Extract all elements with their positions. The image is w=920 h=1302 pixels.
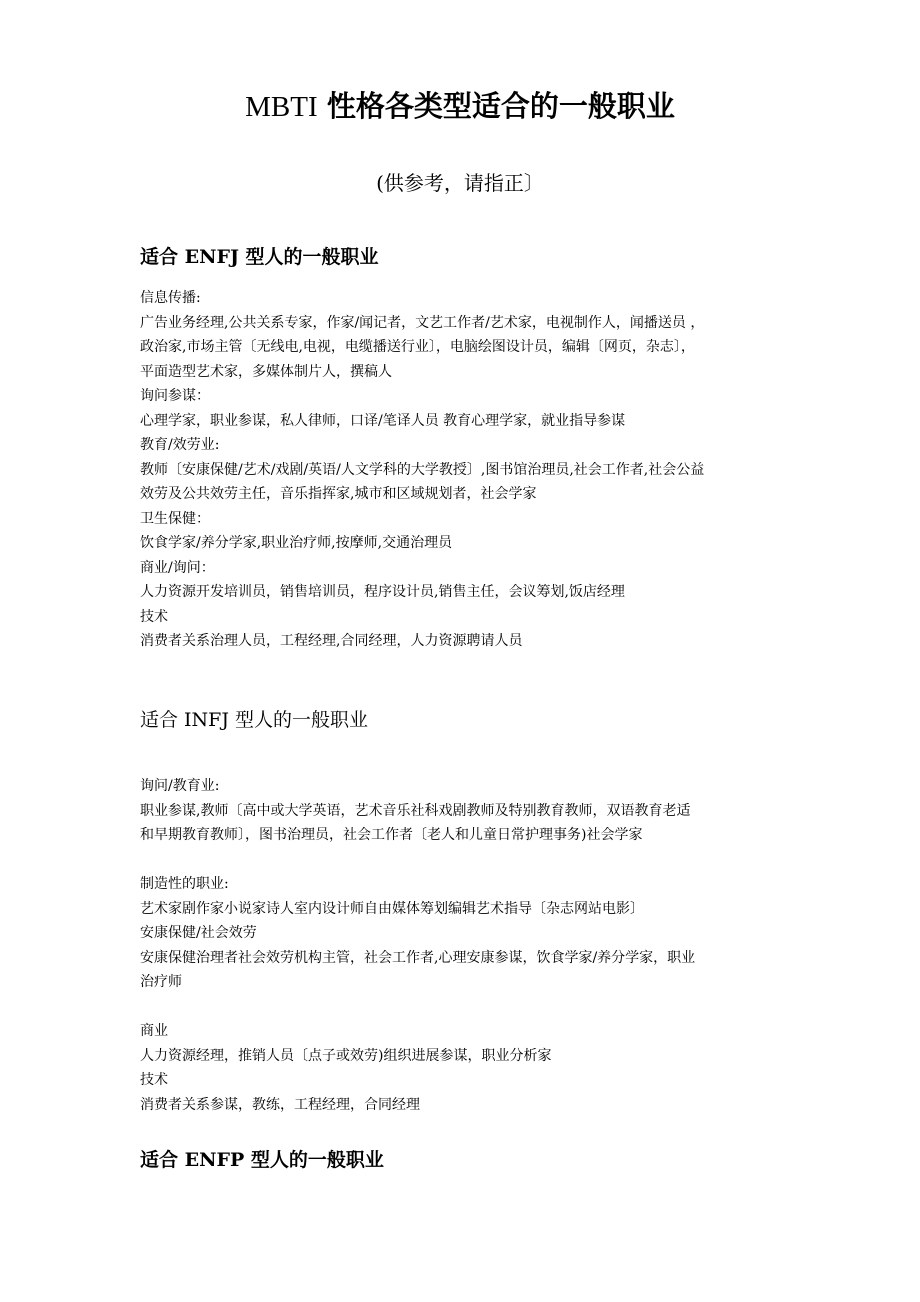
title-cjk: 性格各类型适合的一般职业 bbox=[326, 89, 675, 123]
text-line: 技术 bbox=[140, 608, 168, 625]
section-body-infj bbox=[140, 774, 780, 1117]
section-heading-enfj: 适合 ENFJ 型人的一般职业 bbox=[140, 246, 379, 268]
text-line: 教师〔安康保健/艺术/戏剧/英语/人文学科的大学教授〕,图书馆治理员,社会工作者,社会公益 bbox=[140, 461, 705, 478]
text-line: 人力资源经理，推销人员〔点子或效劳)组织进展参谋，职业分析家 bbox=[140, 1047, 552, 1064]
text-line: 广告业务经理,公共关系专家，作家/闻记者，文艺工作者/艺术家，电视制作人，闻播送员 ， bbox=[140, 314, 705, 331]
text-line: 安康保健/社会效劳 bbox=[140, 925, 257, 941]
title-latin: MBTI bbox=[245, 91, 318, 123]
text-line: 职业参谋,教师〔高中或大学英语，艺术音乐社科戏剧教师及特别教育教师，双语教育老适 bbox=[140, 802, 691, 819]
text-line: 效劳及公共效劳主任，音乐指挥家,城市和区域规划者，社会学家 bbox=[140, 486, 537, 502]
text-line: 信息传播: bbox=[140, 290, 201, 306]
paragraph-gap bbox=[140, 995, 780, 1020]
text-line: 商业/询问： bbox=[140, 559, 215, 576]
text-line: 询问/教育业: bbox=[140, 778, 220, 794]
text-line: 商业 bbox=[140, 1023, 168, 1039]
text-line: 询问参谋： bbox=[140, 388, 210, 404]
text-line: 和早期教育教师〕，图书治理员，社会工作者〔老人和儿童日常护理事务)社会学家 bbox=[140, 827, 643, 843]
text-line: 消费者关系治理人员，工程经理,合同经理，人力资源聘请人员 bbox=[140, 633, 523, 649]
section-body-enfj bbox=[140, 286, 780, 654]
page-title bbox=[0, 86, 920, 127]
text-line: 安康保健治理者社会效劳机构主管，社会工作者,心理安康参谋，饮食学家/养分学家，职业 bbox=[140, 949, 696, 966]
section-heading-enfp: 适合 ENFP 型人的一般职业 bbox=[140, 1149, 384, 1171]
text-line: 卫生保健： bbox=[140, 510, 210, 527]
text-line: 制造性的职业: bbox=[140, 876, 229, 892]
section-heading-infj: 适合 INFJ 型人的一般职业 bbox=[140, 709, 369, 731]
text-line: 政治家,市场主管〔无线电,电视，电缆播送行业〕，电脑绘图设计员，编辑〔网页，杂志〕， bbox=[140, 339, 695, 355]
text-line: 人力资源开发培训员，销售培训员，程序设计员,销售主任，会议筹划,饭店经理 bbox=[140, 584, 625, 600]
text-line: 教育/效劳业: bbox=[140, 437, 220, 453]
text-line: 心理学家，职业参谋，私人律师，口译/笔译人员 教育心理学家，就业指导参谋 bbox=[140, 412, 626, 429]
text-line: 艺术家剧作家小说家诗人室内设计师自由媒体筹划编辑艺术指导〔杂志网站电影〕 bbox=[140, 900, 644, 917]
text-line: 平面造型艺术家，多媒体制片人，撰稿人 bbox=[140, 363, 392, 380]
text-line: 饮食学家/养分学家,职业治疗师,按摩师,交通治理员 bbox=[140, 535, 453, 551]
paragraph-gap bbox=[140, 848, 780, 873]
page-subtitle: (供参考，请指正〕 bbox=[376, 171, 544, 195]
text-line: 技术 bbox=[140, 1072, 168, 1088]
text-line: 消费者关系参谋，教练，工程经理，合同经理 bbox=[140, 1096, 420, 1113]
text-line: 治疗师 bbox=[140, 974, 182, 990]
